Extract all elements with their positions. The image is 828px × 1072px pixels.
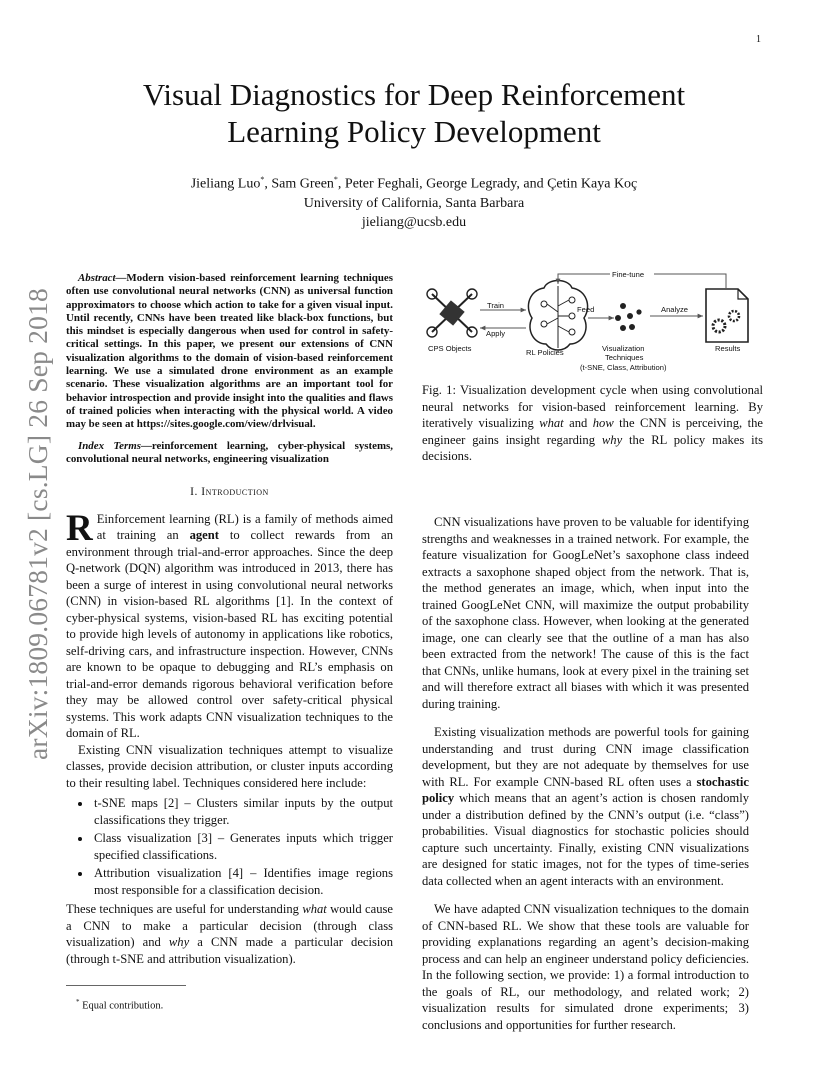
affiliation: University of California, Santa Barbara: [303, 195, 525, 211]
intro-p1-text-a: Einforcement learning (RL) is a family of methods aimed at training an: [96, 511, 393, 543]
feed-label: Feed: [577, 305, 595, 314]
results-document-icon: [706, 289, 748, 342]
list-item: • Class visualization [3] – Generates inputs which trigger specified classifications.: [92, 830, 393, 863]
intro-p1-text-b: to collect rewards from an environment through trial-and-error approaches. Since the deep Q-network (DQN) algorithm was introduced in 2013, there has been a surge of interest in using convolutional neural networks (CNN) in vision-based RL algorithms [1]. In the context of cyber-physical systems, vision-based RL has exciting potential to provide high levels of autonomy in applications like robotics, self-driving cars, and infrastructure inspection. However, CNNs are known to be opaque to debugging and RL’s emphasis on trial-and-error demands rigorous behavioral verification before they may be allowed control over safety-critical physical systems. This work adapts CNN visualization techniques to the domain of RL.: [66, 528, 394, 741]
caption-emphasis-what: what: [539, 416, 564, 430]
author-rest: , Peter Feghali, George Legrady, and Çetin Kaya Koç: [337, 176, 638, 192]
left-column: [66, 272, 393, 967]
intro-paragraph-1: [66, 507, 394, 742]
techniques-label: Techniques: [605, 353, 644, 362]
arxiv-stamp: arXiv:1809.06781v2 [cs.LG] 26 Sep 2018: [22, 288, 53, 760]
caption-emphasis-why: why: [601, 432, 623, 447]
intro-p1-bold: agent: [189, 528, 219, 543]
figure-caption: [422, 382, 763, 465]
paper-title: [60, 76, 768, 150]
analyze-label: Analyze: [661, 305, 689, 314]
index-terms-label: Index Terms: [78, 439, 141, 452]
intro-paragraph-2: Existing CNN visualization techniques attempt to visualize classes, provide decision attribution, or cluster inputs according to their resulting label. Techniques considered here include:: [66, 742, 393, 790]
caption-text-b: and: [563, 416, 593, 430]
section-title: Introduction: [201, 486, 269, 499]
train-label: Train: [487, 301, 505, 310]
title-line-1: Visual Diagnostics for Deep Reinforcement: [142, 77, 686, 112]
right-p2-bold: stochastic policy: [422, 774, 749, 805]
apply-label: Apply: [486, 329, 505, 338]
email: jieliang@ucsb.edu: [361, 214, 467, 230]
footnote-mark: *: [76, 998, 80, 1006]
intro-p3-text-c: a CNN made a particular decision (through t-SNE and attribution visualization).: [66, 935, 393, 966]
list-item: • Attribution visualization [4] – Identifies image regions most responsible for a classification decision.: [92, 865, 393, 898]
abstract: [66, 272, 393, 432]
caption-text-c: the CNN is perceiving, the engineer gains insight regarding: [422, 416, 763, 447]
diagram-canvas: [418, 266, 763, 378]
list-item: • t-SNE maps [2] – Clusters similar inputs by the output classifications they trigger.: [92, 795, 393, 828]
emphasis-what: what: [302, 902, 327, 917]
right-paragraph-2: [422, 724, 749, 889]
title-line-2: Learning Policy Development: [227, 114, 601, 149]
techniques-list-label: (t-SNE, Class, Attribution): [580, 363, 667, 372]
caption-text-a: Fig. 1: Visualization development cycle when using convolutional neural networks for vision-based reinforcement learning. By iteratively visualizing: [422, 383, 763, 430]
right-paragraph-1: CNN visualizations have proven to be valuable for identifying strengths and weaknesses in a trained network. For example, the feature visualization for GoogLeNet’s saxophone class indeed extracts a saxophone shaped object from the network. That is, the method generates an image, which, when input into the trained GoogLeNet CNN, will maximize the output probability of the saxophone class. However, when looking at the generated image, one can clearly see that the outline of a man has also been extracted from the network! The cause of this is the fact that CNNs, unlike humans, look at every pixel in the training set and will therefore extract all biases with which it was presented during training.: [422, 515, 749, 711]
figure-1-diagram: [418, 266, 763, 378]
emphasis-why: why: [168, 935, 190, 950]
section-heading-introduction: [66, 484, 393, 501]
footnote-text: Equal contribution.: [79, 1000, 164, 1012]
abstract-text: —Modern vision-based reinforcement learning techniques often use convolutional neural networks (CNN) as universal function approximators to choose which action to take for a given visual input. Until recently, CNNs have been treated like black-box functions, but this mindset is especially dangerous when used for control in safety-critical settings. In this paper, we present our extensions of CNN visualization algorithms to the domain of vision-based reinforcement learning. We use a simulated drone environment as an example scenario. These visualization algorithms are an important tool for behavior introspection and provide insight into the qualities and flaws of trained policies when interacting with the physical world. A video may be seen at https://sites.google.com/view/drlvisual.: [66, 272, 393, 431]
right-paragraph-3: We have adapted CNN visualization techniques to the domain of CNN-based RL. We show that these tools are valuable for providing explanations regarding an agent’s decision-making process and can help an engineer understand policy deficiencies. In the following section, we provide: 1) a formal introduction to the goals of RL, our methodology, and related work; 2) visualization results for simulated drone experiments; 3) conclusions and opportunities for further research.: [422, 902, 749, 1032]
visualization-label: Visualization: [602, 344, 645, 353]
cps-objects-label: CPS Objects: [428, 344, 472, 353]
right-p2-text-b: which means that an agent’s action is chosen randomly under a distribution defined by the CNN’s output (i.e. “class”) probabilities. Visual diagnostics for stochastic policies should capture such uncertainty. Finally, existing CNN visualizations are designed for static images, not for the types of time-series data collected when an agent interacts with an environment.: [422, 791, 749, 888]
footnote: [76, 998, 163, 1012]
intro-p3-text-a: These techniques are useful for understanding: [66, 902, 303, 917]
equal-contribution-mark: *: [260, 175, 265, 184]
caption-emphasis-how: how: [592, 416, 614, 430]
author-2: , Sam Green: [264, 176, 334, 192]
author-names: [60, 170, 768, 194]
rl-policies-label: RL Policies: [526, 348, 564, 357]
right-p2-text-a: Existing visualization methods are powerful tools for gaining understanding and trust during CNN image classification development, but they are not adequate by themselves for use with RL. For example CNN-based RL often uses a: [422, 725, 749, 789]
brain-network-icon: [528, 281, 587, 351]
intro-p3-text-b: would cause a CNN to make a particular decision (through class visualization) and: [66, 902, 393, 950]
technique-list: [66, 795, 393, 898]
author-block: [60, 170, 768, 232]
index-terms: [66, 440, 393, 467]
caption-text-d: the RL policy makes its decisions.: [422, 432, 763, 463]
page-number: 1: [756, 34, 761, 45]
equal-contribution-mark: *: [333, 175, 338, 184]
drone-icon: [427, 289, 477, 337]
section-number: I.: [190, 486, 198, 499]
cluster-dots-icon: [615, 303, 642, 331]
fine-tune-label: Fine-tune: [612, 270, 645, 279]
footnote-rule: [66, 985, 186, 986]
index-terms-text: —reinforcement learning, cyber-physical systems, convolutional neural networks, engineering visualization: [66, 439, 393, 465]
author-1: Jieliang Luo: [190, 176, 261, 192]
right-column: [422, 514, 749, 1045]
results-label: Results: [715, 344, 741, 353]
abstract-label: Abstract: [78, 272, 116, 284]
intro-paragraph-3: [66, 901, 393, 967]
drop-cap: R: [66, 507, 93, 549]
